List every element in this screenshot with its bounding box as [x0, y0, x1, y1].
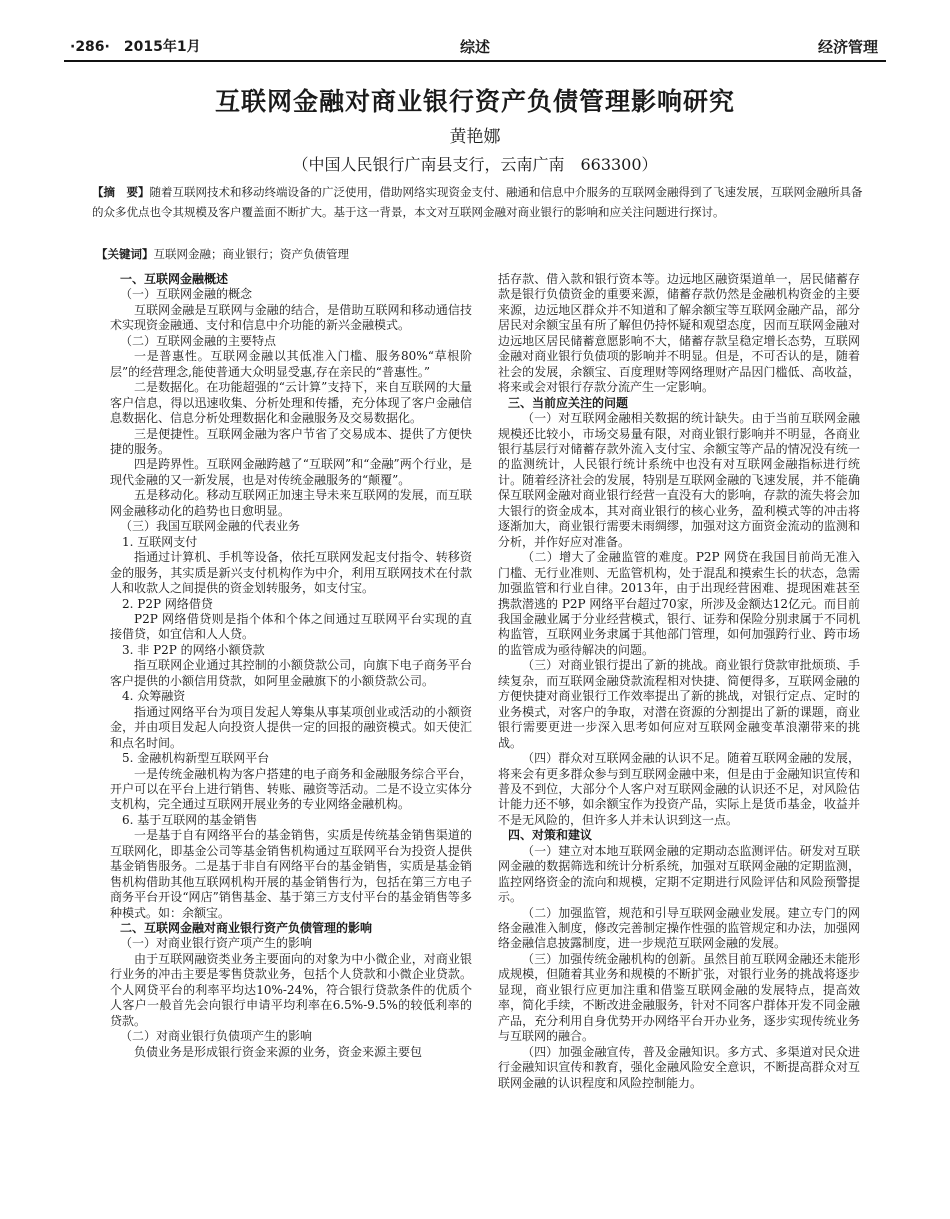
- paragraph: 二是数据化。在功能超强的“云计算”支持下，来自互联网的大量客户信息，得以迅速收集、分析处理和传播，充分体现了客户金融信息数据化、信息分析处理数据化和金融服务及交易数据化。: [110, 380, 472, 426]
- paragraph: 负债业务是形成银行资金来源的业务，资金来源主要包: [134, 1044, 423, 1059]
- paragraph: （一）建立对本地互联网金融的定期动态监测评估。研发对互联网金融的数据筛选和统计分析系统，加强对互联网金融的定期监测，监控网络资金的流向和规模，定期不定期进行风险评估和风险预警提示。: [498, 843, 860, 905]
- item-heading: 6. 基于互联网的基金销售: [122, 812, 258, 827]
- paragraph: P2P 网络借贷则是指个体和个体之间通过互联网平台实现的直接借贷，如宜信和人人贷。: [110, 611, 472, 642]
- item-heading: 3. 非 P2P 的网络小额贷款: [122, 642, 265, 657]
- abstract-label: 【摘 要】: [92, 185, 150, 199]
- journal-section: 经济管理: [817, 38, 878, 56]
- paragraph: （四）群众对互联网金融的认识不足。随着互联网金融的发展，将来会有更多群众参与到互联网金融中来，但是由于金融知识宣传和普及不到位，大部分个人客户对互联网金融的认识还不足，对风险估计能力还不够，如余额宝作为投资产品，实际上是货币基金，收益并不是无风险的，但许多人并未认识到这一点。: [498, 751, 860, 827]
- paragraph: （一）对互联网金融相关数据的统计缺失。由于当前互联网金融规模还比较小，市场交易量有限，对商业银行影响并不明显，各商业银行基层行对储蓄存款外流入支付宝、余额宝等产品的情况没有统一的监测统计，人民银行统计系统中也没有对互联网金融指标进行统计。随着经济社会的发展，特别是互联网金融的飞速发展，并不能确保互联网金融对商业银行经营一直没有大的影响，存款的流失将会加大银行的资金成本，其对商业银行的核心业务，盈利模式等的冲击将逐渐加大，商业银行需要未雨绸缪，加强对这方面资金流动的监测和分析，并作好应对准备。: [498, 411, 860, 549]
- paragraph: 指互联网企业通过其控制的小额贷款公司，向旗下电子商务平台客户提供的小额信用贷款，如阿里金融旗下的小额贷款公司。: [110, 658, 472, 688]
- paragraph: 指通过网络平台为项目发起人筹集从事某项创业或活动的小额资金，并由项目发起人向投资人提供一定的回报的融资模式。如天使汇和点名时间。: [110, 704, 472, 750]
- subsection-heading: （一）对商业银行资产项产生的影响: [120, 936, 313, 951]
- paragraph: 五是移动化。移动互联网正加速主导未来互联网的发展，而互联网金融移动化的趋势也日愈明显。: [110, 488, 472, 518]
- item-heading: 2. P2P 网络借贷: [122, 596, 213, 611]
- subsection-heading: （三）我国互联网金融的代表业务: [120, 519, 301, 534]
- section-heading: 二、互联网金融对商业银行资产负债管理的影响: [120, 921, 373, 936]
- keywords-text: 互联网金融；商业银行；资产负债管理: [153, 247, 349, 261]
- paragraph: 四是跨界性。互联网金融跨越了“互联网”和“金融”两个行业，是现代金融的又一新发展，也是对传统金融服务的“颠覆”。: [110, 457, 472, 487]
- section-heading: 三、当前应关注的问题: [508, 395, 629, 410]
- paragraph: 指通过计算机、手机等设备，依托互联网发起支付指令、转移资金的服务，其实质是新兴支付机构作为中介，利用互联网技术在付款人和收款人之间提供的资金划转服务，如支付宝。: [110, 550, 472, 596]
- article-affiliation: （中国人民银行广南县支行，云南广南 663300）: [292, 155, 658, 174]
- subsection-heading: （二）互联网金融的主要特点: [120, 333, 277, 348]
- keywords-label: 【关键词】: [96, 247, 154, 261]
- paragraph: 由于互联网融资类业务主要面向的对象为中小微企业，对商业银行业务的冲击主要是零售贷款业务，包括个人贷款和小微企业贷款。个人网贷平台的利率平均达10%-24%，符合银行贷款条件的优质个人客户一般首先会向银行申请平均利率在6.5%-9.5%的较低利率的贷款。: [110, 951, 472, 1028]
- right-column: [498, 272, 860, 1091]
- paragraph: （三）对商业银行提出了新的挑战。商业银行贷款审批烦琐、手续复杂，而互联网金融贷款流程相对快捷、简便得多，互联网金融的方便快捷对商业银行工作效率提出了新的挑战，对银行定点、定时的业务模式，对客户的争取，对潜在资源的分割提出了新的课题，商业银行需要更进一步深入思考如何应对互联网金融变革浪潮带来的挑战。: [498, 658, 860, 750]
- paragraph: （三）加强传统金融机构的创新。虽然目前互联网金融还未能形成规模，但随着其业务和规模的不断扩张，对银行业务的挑战将逐步显现，商业银行应更加注重和借鉴互联网金融的发展特点，提高效率，简化手续，不断改进金融服务，针对不同客户群体开发不同金融产品，充分利用自身优势开办网络平台开办业务，逐步实现传统业务与互联网的融合。: [498, 951, 860, 1044]
- running-header: [0, 0, 950, 64]
- paragraph: 括存款、借入款和银行资本等。边远地区融资渠道单一，居民储蓄存款是银行负债资金的重要来源，储蓄存款仍然是金融机构资金的主要来源，边远地区群众并不知道和了解余额宝等互联网金融产品，部分居民对余额宝虽有所了解但仍持怀疑和观望态度，因而互联网金融对边远地区居民储蓄意愿影响不大，储蓄存款呈稳定增长态势，互联网金融对商业银行负债项的影响并不明显。但是，不可否认的是，随着社会的发展，余额宝、百度理财等网络理财产品因门槛低、高收益，将来或会对银行存款分流产生一定影响。: [498, 272, 860, 395]
- item-heading: 1. 互联网支付: [122, 534, 198, 549]
- paragraph: 三是便捷性。互联网金融为客户节省了交易成本、提供了方便快捷的服务。: [110, 426, 472, 456]
- left-column: [110, 272, 472, 1060]
- paragraph: 一是传统金融机构为客户搭建的电子商务和金融服务综合平台，开户可以在平台上进行销售、转账、融资等活动。二是不设立实体分支机构，完全通过互联网开展业务的专业网络金融机构。: [110, 766, 472, 812]
- abstract-text: 随着互联网技术和移动终端设备的广泛使用，借助网络实现资金支付、融通和信息中介服务的互联网金融得到了飞速发展，互联网金融所具备的众多优点也令其规模及客户覆盖面不断扩大。基于这一背景，本文对互联网金融对商业银行的影响和应关注问题进行探讨。: [92, 185, 863, 219]
- page-info: ·286· 2015年1月: [70, 39, 201, 55]
- item-heading: 5. 金融机构新型互联网平台: [122, 751, 270, 766]
- header-rule: [64, 60, 886, 62]
- paragraph: （二）增大了金融监管的难度。P2P 网贷在我国目前尚无准入门槛、无行业准则、无监管机构，处于混乱和摸索生长的状态，急需加强监管和行业自律。2013年，由于出现经营困难、提现困难甚至携款潜逃的 P2P 网络平台超过70家，所涉及金额达12亿元。而目前我国金融业属于分业经营模式，银行、证券和保险分别隶属于不同机构监管，互联网业务隶属于其他部门管理，如何加强跨行业、跨市场的监管成为亟待解决的问题。: [498, 550, 860, 657]
- section-label: 综述: [459, 38, 490, 56]
- article-author: 黄艳娜: [449, 127, 501, 147]
- section-heading: 四、对策和建议: [508, 828, 593, 843]
- abstract: [92, 182, 872, 222]
- paragraph: 一是基于自有网络平台的基金销售，实质是传统基金销售渠道的互联网化，即基金公司等基金销售机构通过互联网平台为投资人提供基金销售服务。二是基于非自有网络平台的基金销售，实质是基金销售机构借助其他互联网机构开展的基金销售行为，包括在第三方电子商务平台开设“网店”销售基金、基于第三方支付平台的基金销售等多种模式。如：余额宝。: [110, 828, 472, 920]
- paragraph: 互联网金融是互联网与金融的结合，是借助互联网和移动通信技术实现资金融通、支付和信息中介功能的新兴金融模式。: [110, 302, 472, 333]
- section-heading: 一、互联网金融概述: [120, 272, 229, 286]
- article-title: 互联网金融对商业银行资产负债管理影响研究: [214, 87, 735, 116]
- subsection-heading: （二）对商业银行负债项产生的影响: [120, 1029, 313, 1044]
- paragraph: （二）加强监管，规范和引导互联网金融业发展。建立专门的网络金融准入制度，修改完善制定操作性强的监管规定和办法，加强网络金融信息披露制度，进一步规范互联网金融的发展。: [498, 905, 860, 951]
- keywords: [96, 246, 876, 262]
- paragraph: （四）加强金融宣传，普及金融知识。多方式、多渠道对民众进行金融知识宣传和教育，强化金融风险安全意识，不断提高群众对互联网金融的认识程度和风险控制能力。: [498, 1044, 860, 1090]
- subsection-heading: （一）互联网金融的概念: [120, 287, 253, 302]
- item-heading: 4. 众筹融资: [122, 689, 186, 704]
- paragraph: 一是普惠性。互联网金融以其低准入门槛、服务80%“草根阶层”的经营理念,能使普通大众明显受惠,存在亲民的“普惠性。”: [110, 349, 472, 379]
